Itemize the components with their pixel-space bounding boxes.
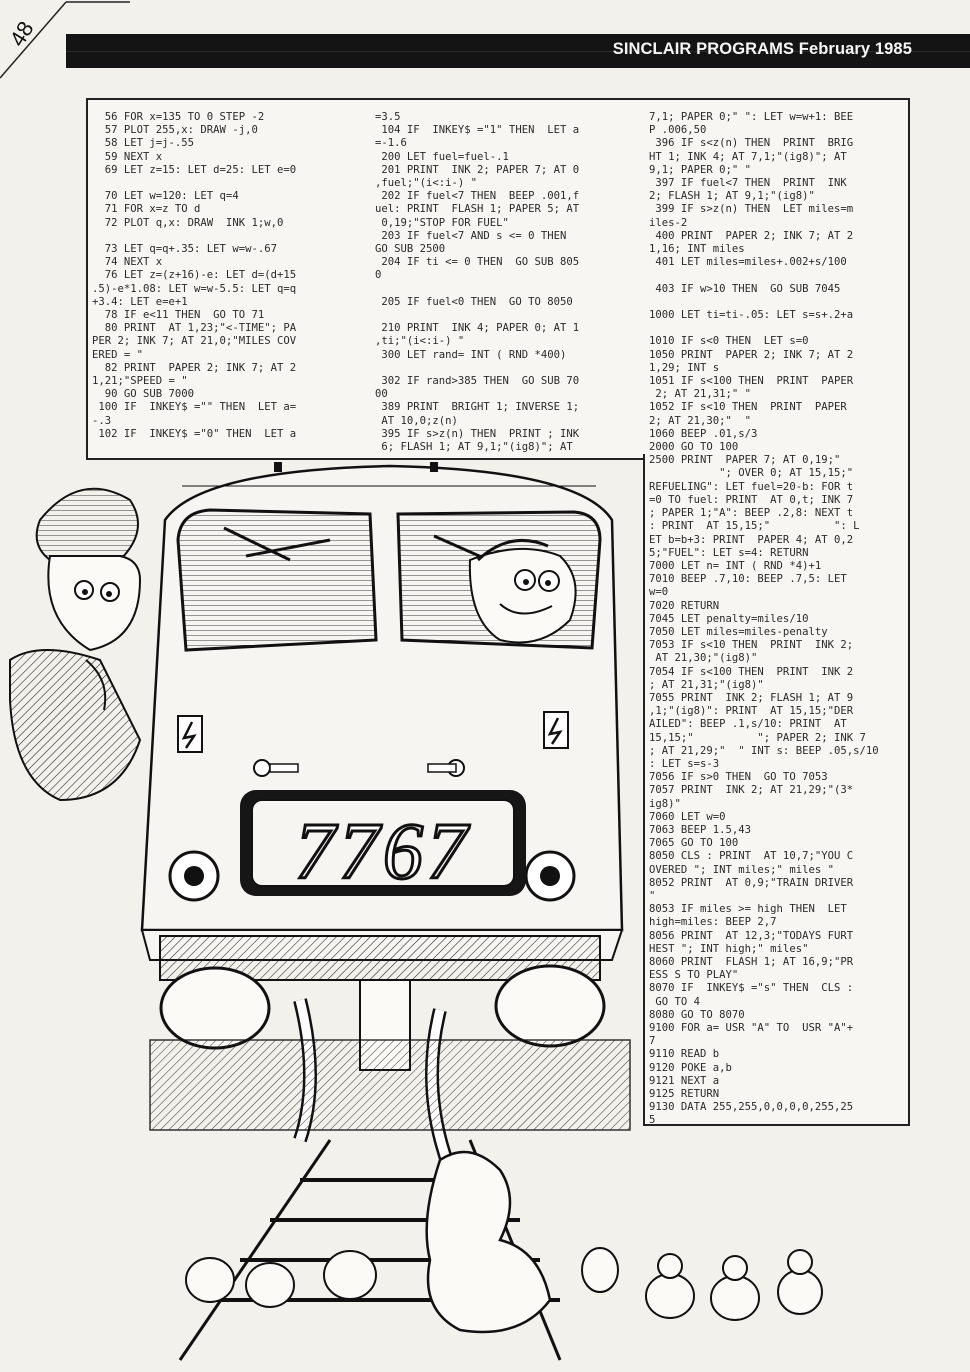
loco-number-plate (240, 790, 526, 896)
loco-number: 7767 (295, 808, 471, 896)
right-ducks-icon (640, 1236, 830, 1346)
man-with-cap-icon (10, 489, 140, 800)
magazine-title: SINCLAIR PROGRAMS February 1985 (612, 40, 912, 58)
driver-cartoon-icon (470, 540, 576, 642)
listing-column-1: 56 FOR x=135 TO 0 STEP -2 57 PLOT 255,x: DRAW -j,0 58 LET j=j-.55 59 NEXT x 69 LET z=15: LET d=25: LET e=0 70 LET w=120: LET q=4 71 FOR x=z TO d 72 PLOT q,x: DRAW INK 1;w,0 73 LET q=q+.35: LET w=w-.67 74 NEXT x 76 LET z=(z+16)-e: LET d=(d+15 .5)-e*1.08: LET w=w-5.5: LET q=q +3.4: LET e=e+1 78 IF e<11 THEN GO TO 71 80 PRINT AT 1,23;"<-TIME"; PA PER 2; INK 7; AT 21,0;"MILES COV ERED = " 82 PRINT PAPER 2; INK 7; AT 2 1,21;"SPEED = " 90 GO SUB 7000 100 IF INKEY$ ="" THEN LET a= -.3 102 IF INKEY$ ="0" THEN LET a (92, 111, 297, 440)
train-illustration (0, 450, 640, 1372)
buffers (150, 936, 630, 1170)
listing-column-3: 7,1; PAPER 0;" ": LET w=w+1: BEE P .006,50 396 IF s<z(n) THEN PRINT BRIG HT 1; INK 4; AT 7,1;"(ig8)"; AT 9,1; PAPER 0;" " 397 IF fuel<7 THEN PRINT INK 2; FLASH 1; AT 9,1;"(ig8)" 399 IF s>z(n) THEN LET miles=m iles-2 400 PRINT PAPER 2; INK 7; AT 2 1,16; INT miles 401 LET miles=miles+.002+s/100 403 IF w>10 THEN GO SUB 7045 1000 LET ti=ti-.05: LET s=s+.2+a 1010 IF s<0 THEN LET s=0 1050 PRINT PAPER 2; INK 7; AT 2 1,29; INT s 1051 IF s<100 THEN PRINT PAPER 2; AT 21,31;" " 1052 IF s<10 THEN PRINT PAPER 2; AT 21,30;" " 1060 BEEP .01,s/3 2000 GO TO 100 2500 PRINT PAPER 7; AT 0,19;" "; OVER 0; AT 15,15;" REFUELING": LET fuel=20-b: FOR t =0 TO fuel: PRINT AT 0,t; INK 7 ; PAPER 1;"A": BEEP .2,8: NEXT t : PRINT AT 15,15;" ": L ET b=b+3: PRINT PAPER 4; AT 0,2 5;"FUEL": LET s=4: RETURN 7000 LET n= INT ( RND *4)+1 7010 BEEP .7,10: BEEP .7,5: LET w=0 7020 RETURN 7045 LET penalty=miles/10 7050 LET miles=miles-penalty 7053 IF s<10 THEN PRINT INK 2; AT 21,30;"(ig8)" 7054 IF s<100 THEN PRINT INK 2 ; AT 21,31;"(ig8)" 7055 PRINT INK 2; FLASH 1; AT 9 ,1;"(ig8)": PRINT AT 15,15;"DER AILED": BEEP .1,s/10: PRINT AT 15,15;" "; PAPER 2; INK 7 ; AT 21,29;" " INT s: BEEP .05,s/10 : LET s=s-3 7056 IF s>0 THEN GO TO 7053 7057 PRINT INK 2; AT 21,29;"(3* ig8)" 7060 LET w=0 7063 BEEP 1.5,43 7065 GO TO 100 8050 CLS : PRINT AT 10,7;"YOU C OVERED "; INT miles;" miles " 8052 PRINT AT 0,9;"TRAIN DRIVER " 8053 IF miles >= high THEN LET high=miles: BEEP 2,7 8056 PRINT AT 12,3;"TODAYS FURT HEST "; INT high;" miles" 8060 PRINT FLASH 1; AT 16,9;"PR ESS S TO PLAY" 8070 IF INKEY$ ="s" THEN CLS : GO TO 4 8080 GO TO 8070 9100 FOR a= USR "A" TO USR "A"+ 7 9110 READ b 9120 POKE a,b 9121 NEXT a 9125 RETURN 9130 DATA 255,255,0,0,0,0,255,25 5 (649, 111, 879, 1127)
magazine-header (66, 34, 970, 68)
page-number: 48 (4, 16, 39, 51)
listing-column-2: =3.5 104 IF INKEY$ ="1" THEN LET a =-1.6 200 LET fuel=fuel-.1 201 PRINT INK 2; PAPER 7; AT 0 ,fuel;"(i<:i-) " 202 IF fuel<7 THEN BEEP .001,f uel: PRINT FLASH 1; PAPER 5; AT 0,19;"STOP FOR FUEL" 203 IF fuel<7 AND s <= 0 THEN GO SUB 2500 204 IF ti <= 0 THEN GO SUB 805 0 205 IF fuel<0 THEN GO TO 8050 210 PRINT INK 4; PAPER 0; AT 1 ,ti;"(i<:i-) " 300 LET rand= INT ( RND *400) 302 IF rand>385 THEN GO SUB 70 00 389 PRINT BRIGHT 1; INVERSE 1; AT 10,0;z(n) 395 IF s>z(n) THEN PRINT ; INK 6; FLASH 1; AT 9,1;"(ig8)"; AT (375, 111, 580, 454)
